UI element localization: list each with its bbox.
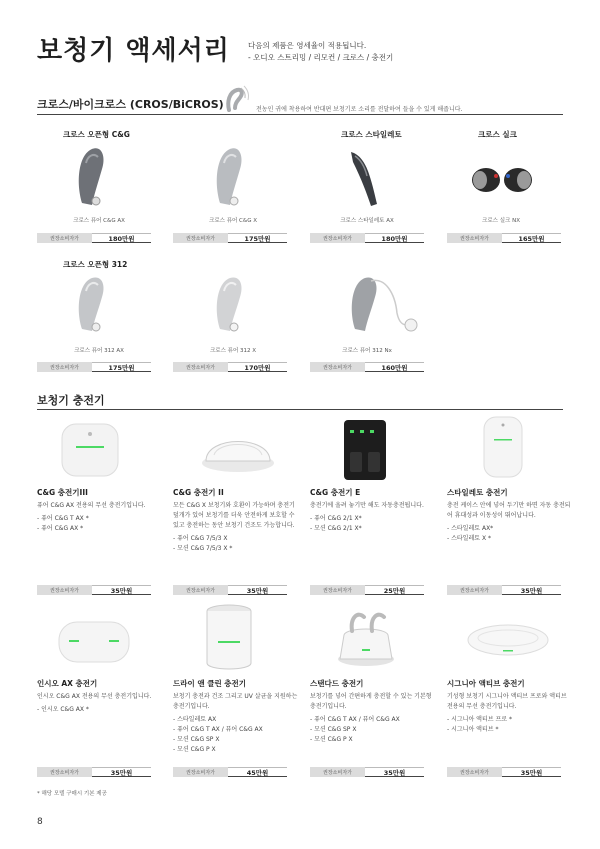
charger-description: 퓨어 C&G AX 전용의 무선 충전기입니다. [37,502,146,509]
product-name: 크로스 퓨어 312 Nx [342,348,392,354]
intro-line-2: - 오디오 스트리밍 / 리모컨 / 크로스 / 충전기 [248,53,394,62]
charger-card [37,487,162,534]
price-tag [173,362,287,372]
group-title-cros-styletto: 크로스 스타일레토 [341,130,402,139]
footnote: * 해당 모델 구매시 기본 제공 [37,791,107,797]
cg-charger-e-image [340,418,390,482]
charger-feature: - 모션 C&G 7/5/3 X * [173,545,233,552]
cros-pure-312-nx-image [345,273,425,339]
charger-feature: - 퓨어 C&G AX * [37,525,84,532]
cros-description: 전농인 귀에 착용하여 반대편 보청기로 소리를 전달하여 들을 수 있게 해줍니다. [256,106,463,113]
price-tag [447,767,561,777]
charger-feature: - 스타일레토 X * [447,535,491,542]
group-title-cros-open-312: 크로스 오픈형 312 [63,260,128,269]
price-label: 권장소비자가 [173,233,228,243]
group-title-cros-silk: 크로스 실크 [478,130,517,139]
price-value: 165만원 [502,233,561,243]
price-tag [447,585,561,595]
charger-title: C&G 충전기 II [173,488,224,497]
charger-feature: - 스타일레토 AX [173,716,217,723]
price-tag [310,362,424,372]
charger-feature: - 시그니아 액티브 프로 * [447,716,512,723]
charger-feature: - 시그니아 액티브 * [447,726,499,733]
cros-pure-312-x-image [210,273,250,339]
charger-feature: - 모션 C&G 2/1 X* [310,525,362,532]
charger-feature: - 퓨어 C&G 7/5/3 X [173,535,228,542]
charger-description: 충전 케이스 안에 넣어 두기만 하면 자동 충전되어 휴대성과 이동성이 뛰어납니다. [447,502,571,519]
charger-feature: - 인시오 C&G AX * [37,706,89,713]
price-tag [310,585,424,595]
cros-silk-nx-image [468,160,538,200]
price-label: 권장소비자가 [173,767,228,777]
price-label: 권장소비자가 [310,362,365,372]
chargers-section-title: 보청기 충전기 [37,394,105,407]
charger-card [310,678,435,745]
charger-description: 인시오 C&G AX 전용의 무선 충전기입니다. [37,693,152,700]
charger-description: 보청기 충전과 건조 그리고 UV 살균을 지원하는 충전기입니다. [173,693,298,710]
product-name: 크로스 퓨어 C&G AX [73,218,125,224]
cg-charger-ii-image [198,425,278,475]
price-label: 권장소비자가 [37,233,92,243]
price-value: 35만원 [228,585,287,595]
price-label: 권장소비자가 [447,585,502,595]
charger-title: C&G 충전기 E [310,488,361,497]
price-value: 35만원 [365,767,424,777]
charger-feature: - 퓨어 C&G T AX / 퓨어 C&G AX [173,726,263,733]
cros-section-title: 크로스/바이크로스 (CROS/BiCROS) [37,98,224,111]
charger-feature: - 퓨어 C&G 2/1 X* [310,515,362,522]
charger-feature: - 모션 C&G SP X [173,736,220,743]
price-label: 권장소비자가 [173,362,228,372]
cros-pure-cg-x-image [210,143,250,213]
page-number: 8 [37,817,43,827]
cros-pure-cg-ax-image [72,143,112,213]
price-value: 180만원 [365,233,424,243]
price-value: 170만원 [228,362,287,372]
charger-description: 모든 C&G X 보청기와 호환이 가능하며 충전기 덮개가 있어 보청기를 더욱 안전하게 보호할 수 있고 충전하는 동안 보청기 건조도 가능합니다. [173,502,295,529]
price-label: 권장소비자가 [447,767,502,777]
charger-title: 시그니아 액티브 충전기 [447,679,525,688]
cros-pure-312-ax-image [72,273,112,339]
cros-sound-icon [221,84,251,114]
price-tag [310,233,424,243]
product-name: 크로스 퓨어 C&G X [209,218,257,224]
price-value: 35만원 [502,767,561,777]
price-tag [37,585,151,595]
charger-card [447,487,572,544]
charger-card [37,678,162,715]
price-value: 180만원 [92,233,151,243]
charger-feature: - 퓨어 C&G T AX / 퓨어 C&G AX [310,716,400,723]
charger-feature: - 모션 C&G P X [310,736,353,743]
styletto-charger-image [478,415,528,479]
chargers-divider [37,409,563,410]
charger-title: 스탠다드 충전기 [310,679,364,688]
charger-feature: - 퓨어 C&G T AX * [37,515,89,522]
price-value: 175만원 [228,233,287,243]
price-value: 35만원 [92,585,151,595]
charger-feature: - 모션 C&G P X [173,746,216,753]
cros-styletto-ax-image [345,148,385,208]
product-name: 크로스 퓨어 312 AX [74,348,124,354]
price-label: 권장소비자가 [37,362,92,372]
price-value: 160만원 [365,362,424,372]
price-tag [310,767,424,777]
charger-description: 기성형 보청기 시그니아 액티브 프로와 액티브 전용의 무선 충전기입니다. [447,693,567,710]
price-value: 35만원 [92,767,151,777]
standard-charger-image [334,605,398,669]
price-label: 권장소비자가 [37,767,92,777]
insio-ax-charger-image [55,612,133,668]
price-tag [37,362,151,372]
price-tag [173,233,287,243]
dry-clean-charger-image [202,601,256,673]
cg-charger-iii-image [58,420,122,480]
charger-title: 스타일레토 충전기 [447,488,508,497]
product-name: 크로스 스타일레토 AX [340,218,394,224]
price-tag [173,585,287,595]
price-label: 권장소비자가 [447,233,502,243]
intro-text [248,40,393,64]
page-title: 보청기 액세서리 [37,36,230,66]
product-name: 크로스 실크 NX [482,218,520,224]
price-tag [447,233,561,243]
cros-divider [37,114,563,115]
charger-card [173,678,298,755]
charger-card [173,487,298,554]
price-tag [37,767,151,777]
charger-card [310,487,435,534]
price-tag [37,233,151,243]
charger-feature: - 모션 C&G SP X [310,726,357,733]
group-title-cros-open-cg: 크로스 오픈형 C&G [63,130,130,139]
price-label: 권장소비자가 [310,233,365,243]
charger-title: 인시오 AX 충전기 [37,679,98,688]
price-label: 권장소비자가 [37,585,92,595]
charger-title: C&G 충전기III [37,488,88,497]
price-tag [173,767,287,777]
charger-title: 드라이 앤 클린 충전기 [173,679,247,688]
price-value: 175만원 [92,362,151,372]
product-name: 크로스 퓨어 312 X [209,348,257,354]
charger-card [447,678,572,735]
signia-active-charger-image [465,620,551,660]
price-label: 권장소비자가 [310,585,365,595]
price-label: 권장소비자가 [173,585,228,595]
intro-line-1: 다음의 제품은 영세율이 적용됩니다. [248,41,367,50]
charger-feature: - 스타일레토 AX* [447,525,494,532]
price-value: 35만원 [502,585,561,595]
charger-description: 충전기에 올려 놓기만 해도 자동충전됩니다. [310,502,424,509]
price-value: 25만원 [365,585,424,595]
charger-description: 보청기를 넣어 간편하게 충전할 수 있는 기본형 충전기입니다. [310,693,432,710]
price-value: 45만원 [228,767,287,777]
price-label: 권장소비자가 [310,767,365,777]
